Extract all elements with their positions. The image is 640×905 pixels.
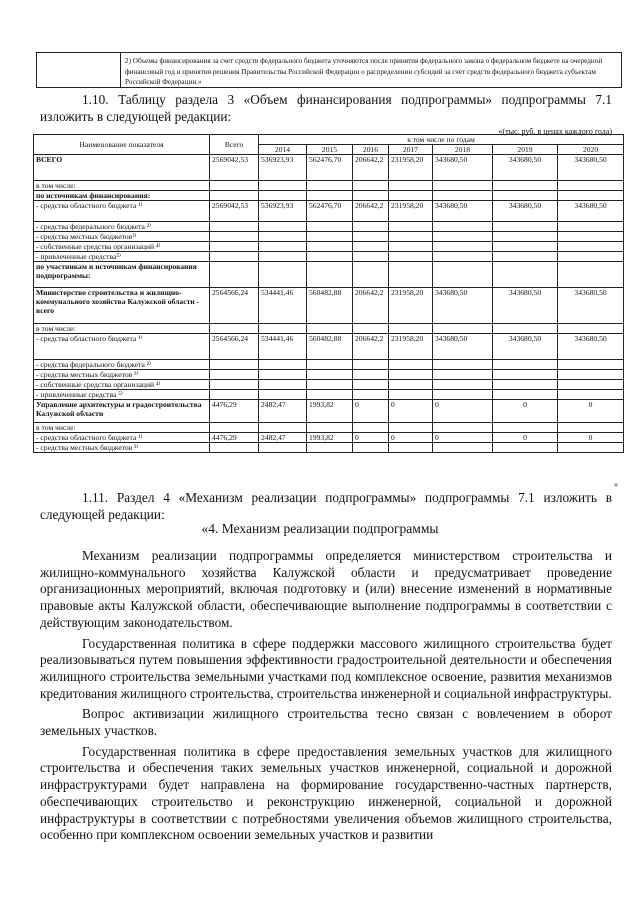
row-year-value <box>307 262 353 288</box>
footnote-text: 2) Объемы финансирования за счет средств федерального бюджета уточняются после принятия федерального закона о федеральном бюджете на очередной финансовый год и принятия решения Правительства Российской Федерации о распределении субсидий за счет средств федерального бюджета субъектам Российской Федерации.» <box>125 57 603 86</box>
row-year-value <box>259 423 307 433</box>
row-total-value: 4476,29 <box>210 400 259 423</box>
row-year-value <box>558 222 624 232</box>
row-year-value: 0 <box>353 400 389 423</box>
header-year: 2018 <box>433 145 493 155</box>
row-indicator-name: - средства областного бюджета ¹⁾ <box>34 334 210 360</box>
row-year-value <box>307 252 353 262</box>
row-total-value <box>210 380 259 390</box>
table-row <box>34 288 624 324</box>
row-year-value <box>353 232 389 242</box>
row-year-value: 231958,20 <box>389 334 433 360</box>
paragraph-1-11: 1.11. Раздел 4 «Механизм реализации подпрограммы» подпрограммы 7.1 изложить в следующей редакции: <box>40 490 612 522</box>
row-year-value <box>433 181 493 191</box>
table-row <box>34 380 624 390</box>
row-indicator-name: - средства федерального бюджета ²⁾ <box>34 360 210 370</box>
unit-note: «(тыс. руб. в ценах каждого года) <box>498 127 612 136</box>
row-year-value <box>389 324 433 334</box>
row-year-value <box>259 324 307 334</box>
row-year-value <box>433 360 493 370</box>
row-indicator-name: ВСЕГО <box>34 155 210 181</box>
row-year-value: 206642,2 <box>353 334 389 360</box>
header-indicator-name: Наименование показателя <box>34 135 210 155</box>
row-year-value <box>353 423 389 433</box>
row-year-value <box>259 232 307 242</box>
row-year-value: 0 <box>493 400 558 423</box>
table-row <box>34 222 624 232</box>
table-row <box>34 181 624 191</box>
row-year-value: 343680,50 <box>433 288 493 324</box>
row-total-value <box>210 443 259 453</box>
row-year-value: 343680,50 <box>558 201 624 222</box>
row-indicator-name: - привлеченные средства⁵⁾ <box>34 252 210 262</box>
table-row <box>34 252 624 262</box>
row-year-value <box>307 181 353 191</box>
section-body <box>40 548 612 848</box>
row-total-value <box>210 252 259 262</box>
row-year-value <box>493 370 558 380</box>
row-year-value <box>307 443 353 453</box>
row-year-value: 0 <box>433 400 493 423</box>
section-heading: «4. Механизм реализации подпрограммы <box>201 521 439 536</box>
table-row <box>34 324 624 334</box>
row-year-value <box>493 191 558 201</box>
row-year-value: 0 <box>353 433 389 443</box>
row-year-value: 1993,82 <box>307 433 353 443</box>
row-year-value <box>389 443 433 453</box>
row-year-value <box>389 181 433 191</box>
body-paragraph: Вопрос активизации жилищного строительства тесно связан с вовлечением в оборот земельных участков. <box>40 706 612 739</box>
row-year-value: 206642,2 <box>353 288 389 324</box>
row-year-value <box>307 324 353 334</box>
row-year-value <box>389 423 433 433</box>
row-total-value: 2569042,53 <box>210 155 259 181</box>
row-year-value <box>307 360 353 370</box>
row-year-value <box>307 370 353 380</box>
row-indicator-name: - средства местных бюджетов ³⁾ <box>34 443 210 453</box>
row-year-value <box>259 262 307 288</box>
row-total-value: 2564566,24 <box>210 288 259 324</box>
row-year-value <box>259 380 307 390</box>
row-year-value <box>558 423 624 433</box>
row-year-value: 560482,88 <box>307 288 353 324</box>
row-year-value <box>433 262 493 288</box>
row-total-value <box>210 370 259 380</box>
body-paragraph: Государственная политика в сфере поддержки массового жилищного строительства будет реализовываться путем повышения эффективности градостроительной деятельности и обеспечения жилищного строительства земельными участками под комплексное освоение, развития механизмов кредитования жилищного строительства, строительства инженерной и социальной инфраструктуры. <box>40 635 612 701</box>
row-year-value <box>389 222 433 232</box>
table-row <box>34 370 624 380</box>
row-year-value <box>353 252 389 262</box>
row-indicator-name: - средства федерального бюджета ²⁾ <box>34 222 210 232</box>
row-year-value <box>353 360 389 370</box>
table-row <box>34 232 624 242</box>
row-year-value <box>433 252 493 262</box>
row-year-value <box>307 191 353 201</box>
row-indicator-name: - средства местных бюджетов³⁾ <box>34 232 210 242</box>
row-year-value <box>259 360 307 370</box>
row-year-value <box>259 181 307 191</box>
row-year-value: 206642,2 <box>353 201 389 222</box>
row-year-value <box>558 390 624 400</box>
row-year-value <box>493 252 558 262</box>
row-year-value <box>307 222 353 232</box>
row-year-value: 0 <box>493 433 558 443</box>
row-total-value <box>210 390 259 400</box>
row-total-value <box>210 191 259 201</box>
row-year-value <box>307 423 353 433</box>
row-year-value: 343680,50 <box>558 288 624 324</box>
row-year-value <box>433 390 493 400</box>
row-year-value <box>389 252 433 262</box>
row-total-value <box>210 423 259 433</box>
row-year-value: 2482,47 <box>259 400 307 423</box>
row-indicator-name: Министерство строительства и жилищно-коммунального хозяйства Калужской области - всего <box>34 288 210 324</box>
row-year-value <box>353 262 389 288</box>
row-indicator-name: в том числе: <box>34 324 210 334</box>
row-year-value <box>558 443 624 453</box>
row-year-value <box>389 370 433 380</box>
row-year-value: 0 <box>389 400 433 423</box>
row-year-value <box>259 390 307 400</box>
row-year-value: 343680,50 <box>493 155 558 181</box>
header-year: 2015 <box>307 145 353 155</box>
row-indicator-name: в том числе: <box>34 181 210 191</box>
row-year-value <box>259 443 307 453</box>
row-year-value <box>353 181 389 191</box>
row-indicator-name: - средства местных бюджетов ³⁾ <box>34 370 210 380</box>
row-year-value <box>493 181 558 191</box>
row-year-value <box>259 370 307 380</box>
paragraph-1-10: 1.10. Таблицу раздела 3 «Объем финансирования подпрограммы» подпрограммы 7.1 изложить в следующей редакции: <box>40 92 612 124</box>
row-year-value: 0 <box>558 400 624 423</box>
row-year-value <box>433 380 493 390</box>
table-closing-quote: » <box>614 480 618 489</box>
row-year-value: 2482,47 <box>259 433 307 443</box>
table-row <box>34 423 624 433</box>
row-year-value <box>353 390 389 400</box>
row-year-value <box>558 232 624 242</box>
row-year-value: 562476,70 <box>307 201 353 222</box>
row-year-value <box>558 370 624 380</box>
row-year-value <box>353 222 389 232</box>
table-row <box>34 155 624 181</box>
row-year-value <box>433 242 493 252</box>
row-year-value <box>433 222 493 232</box>
header-years-group: в том числе по годам <box>259 135 624 145</box>
row-year-value <box>493 443 558 453</box>
row-year-value <box>353 380 389 390</box>
row-year-value <box>493 423 558 433</box>
row-indicator-name: - средства областного бюджета ¹⁾ <box>34 433 210 443</box>
row-year-value <box>259 191 307 201</box>
row-year-value <box>433 423 493 433</box>
row-year-value: 536923,93 <box>259 201 307 222</box>
row-year-value: 343680,50 <box>493 334 558 360</box>
row-total-value <box>210 262 259 288</box>
row-indicator-name: в том числе: <box>34 423 210 433</box>
row-year-value <box>558 360 624 370</box>
row-year-value: 343680,50 <box>558 155 624 181</box>
row-total-value: 2564566,24 <box>210 334 259 360</box>
row-year-value: 231958,20 <box>389 155 433 181</box>
row-year-value: 343680,50 <box>558 334 624 360</box>
row-year-value <box>558 242 624 252</box>
row-year-value <box>259 252 307 262</box>
row-year-value <box>493 390 558 400</box>
row-year-value <box>259 242 307 252</box>
row-indicator-name: - средства областного бюджета ¹⁾ <box>34 201 210 222</box>
row-year-value <box>493 222 558 232</box>
row-year-value <box>353 324 389 334</box>
footnote-empty-cell <box>37 53 121 87</box>
row-year-value <box>353 443 389 453</box>
row-year-value: 1993,82 <box>307 400 353 423</box>
row-year-value: 562476,70 <box>307 155 353 181</box>
row-year-value <box>353 242 389 252</box>
row-year-value <box>493 262 558 288</box>
row-year-value <box>389 191 433 201</box>
row-indicator-name: - собственные средства организаций ⁴⁾ <box>34 242 210 252</box>
row-year-value: 0 <box>389 433 433 443</box>
row-total-value: 4476,29 <box>210 433 259 443</box>
row-total-value <box>210 222 259 232</box>
row-indicator-name: - привлеченные средства ⁵⁾ <box>34 390 210 400</box>
row-total-value <box>210 181 259 191</box>
row-year-value <box>389 390 433 400</box>
row-year-value <box>493 380 558 390</box>
row-year-value <box>353 370 389 380</box>
row-year-value <box>307 380 353 390</box>
header-year: 2020 <box>558 145 624 155</box>
table-row <box>34 262 624 288</box>
header-year: 2014 <box>259 145 307 155</box>
row-year-value <box>493 232 558 242</box>
table-row <box>34 400 624 423</box>
row-total-value <box>210 232 259 242</box>
row-year-value: 536923,93 <box>259 155 307 181</box>
row-year-value: 343680,50 <box>493 201 558 222</box>
header-year: 2017 <box>389 145 433 155</box>
row-year-value <box>307 390 353 400</box>
row-year-value <box>558 181 624 191</box>
row-year-value <box>433 232 493 242</box>
row-year-value: 231958,20 <box>389 288 433 324</box>
row-total-value <box>210 242 259 252</box>
table-row <box>34 242 624 252</box>
row-year-value <box>493 324 558 334</box>
body-paragraph: Механизм реализации подпрограммы определяется министерством строительства и жилищно-коммунального хозяйства Калужской области и предусматривает проведение организационных мероприятий, включая подготовку и (или) внесение изменений в нормативные правовые акты Калужской области, обеспечивающие выполнение подпрограммы в соответствии с действующим законодательством. <box>40 548 612 630</box>
row-total-value <box>210 324 259 334</box>
row-year-value <box>389 232 433 242</box>
financing-table <box>33 134 624 453</box>
header-total: Всего <box>210 135 259 155</box>
row-year-value: 206642,2 <box>353 155 389 181</box>
row-year-value: 0 <box>433 433 493 443</box>
row-year-value <box>493 242 558 252</box>
row-indicator-name: по участникам и источникам финансирования подпрограммы: <box>34 262 210 288</box>
row-year-value <box>433 370 493 380</box>
row-year-value <box>353 191 389 201</box>
row-year-value: 231958,20 <box>389 201 433 222</box>
row-year-value <box>389 242 433 252</box>
row-year-value: 0 <box>558 433 624 443</box>
table-row <box>34 443 624 453</box>
row-year-value: 343680,50 <box>433 201 493 222</box>
row-year-value: 534441,46 <box>259 288 307 324</box>
row-indicator-name: - собственные средства организаций ⁴⁾ <box>34 380 210 390</box>
row-indicator-name: по источникам финансирования: <box>34 191 210 201</box>
row-year-value: 343680,50 <box>493 288 558 324</box>
row-total-value: 2569042,53 <box>210 201 259 222</box>
row-year-value <box>493 360 558 370</box>
table-row <box>34 201 624 222</box>
row-year-value: 343680,50 <box>433 155 493 181</box>
table-row <box>34 334 624 360</box>
row-year-value: 343680,50 <box>433 334 493 360</box>
row-year-value <box>389 380 433 390</box>
row-year-value: 534441,46 <box>259 334 307 360</box>
row-year-value <box>259 222 307 232</box>
row-year-value <box>307 232 353 242</box>
body-paragraph: Государственная политика в сфере предоставления земельных участков для жилищного строительства и обеспечения таких земельных участков инженерной, социальной и дорожной инфраструктурами будет направлена на формирование государственно-частных партнерств, обеспечивающих строительство и реконструкцию инженерной, социальной и дорожной инфраструктуры в соответствии с потребностями увеличения объемов жилищного строительства, особенно при комплексном освоении земельных участков и развитии <box>40 743 612 843</box>
row-year-value <box>389 262 433 288</box>
table-row <box>34 191 624 201</box>
header-year: 2019 <box>493 145 558 155</box>
row-year-value <box>389 360 433 370</box>
row-year-value: 560482,88 <box>307 334 353 360</box>
row-year-value <box>558 324 624 334</box>
row-year-value <box>558 380 624 390</box>
row-total-value <box>210 360 259 370</box>
row-indicator-name: Управление архитектуры и градостроительства Калужской области <box>34 400 210 423</box>
row-year-value <box>433 324 493 334</box>
row-year-value <box>433 191 493 201</box>
table-row <box>34 360 624 370</box>
row-year-value <box>558 262 624 288</box>
row-year-value <box>558 252 624 262</box>
footnote-box <box>36 52 622 88</box>
table-row <box>34 390 624 400</box>
header-year: 2016 <box>353 145 389 155</box>
row-year-value <box>558 191 624 201</box>
table-row <box>34 433 624 443</box>
row-year-value <box>307 242 353 252</box>
row-year-value <box>433 443 493 453</box>
